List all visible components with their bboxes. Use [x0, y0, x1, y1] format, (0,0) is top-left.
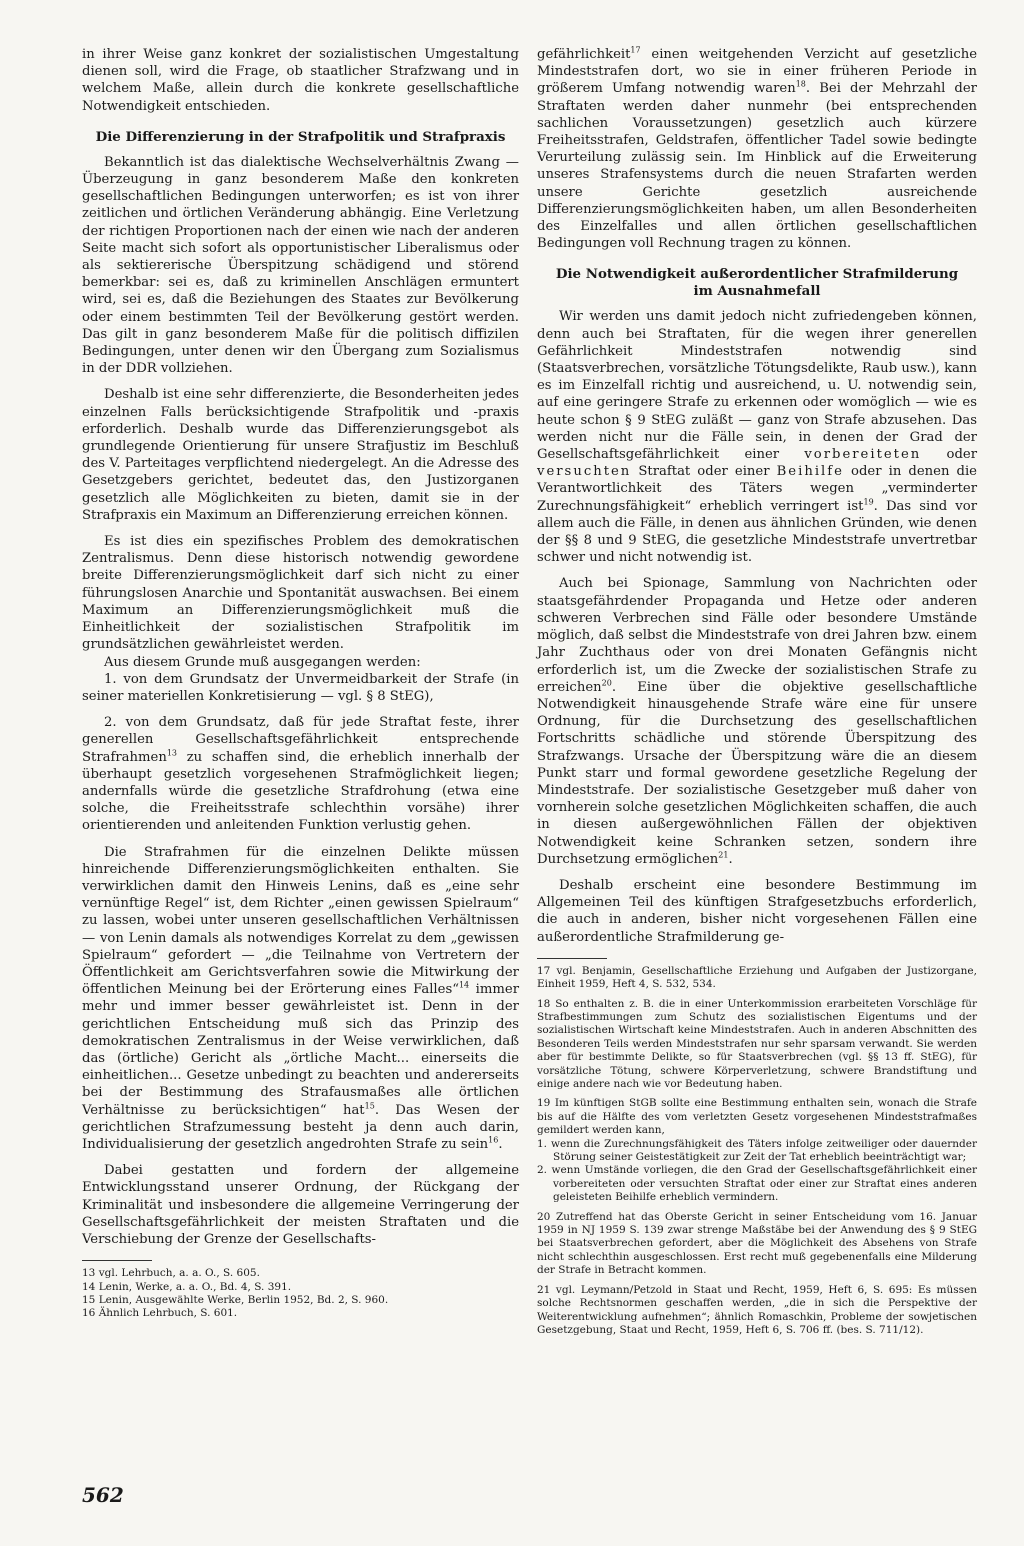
page-number: 562 — [82, 1483, 124, 1507]
paragraph: Die Strafrahmen für die einzelnen Delikte müssen hinreichende Differenzierungsmöglichkeiten enthalten. Sie verwirklichen damit den Hinweis Lenins, daß es „eine sehr vernünftige Regel“ ist, dem Richter „einen gewissen Spielraum“ zu lassen, wobei unter unseren gesellschaftlichen Verhältnissen — von Lenin damals als notwendiges Korrelat zu dem „gewissen Spielraum“ gefordert — „die Teilnahme von Vertretern der Öffentlichkeit am Gerichtsverfahren sowie die Mitwirkung der öffentlichen Meinung bei der Erörterung eines Falles“$^{14}$ immer mehr und immer besser gewährleistet ist. Denn in der gerichtlichen Entscheidung muß sich das Prinzip des demokratischen Zentralismus in der Weise verwirklichen, daß das (örtliche) Gericht als „örtliche Macht... einerseits die einheitlichen... Gesetze unbedingt zu beachten und andererseits bei der Bestimmung des Strafausmaßes alle örtlichen Verhältnisse zu berücksichtigen“ hat$^{15}$. Das Wesen der gerichtlichen Strafzumessung besteht ja denn auch darin, Individualisierung der gesetzlich angedrohten Strafe zu sein$^{16}$. — [82, 844, 519, 1152]
footnote-ref: 19 — [863, 497, 874, 507]
paragraph: Deshalb ist eine sehr differenzierte, die Besonderheiten jedes einzelnen Falls berücksichtigende Strafpolitik und -praxis erforderlich. Deshalb wurde das Differenzierungsgebot als grundlegende Orientierung für unsere Strafjustiz im Beschluß des V. Parteitages verpflichtend niedergelegt. An die Adresse des Gesetzgebers gerichtet, bedeutet das, den Justizorganen gesetzlich alle Möglichkeiten zu bieten, damit sie in der Strafpraxis ein Maximum an Differenzierung erreichen können. — [82, 387, 520, 523]
section-heading: Die Differenzierung in der Strafpolitik und Strafpraxis — [95, 128, 506, 145]
footnote-ref: 14 — [458, 980, 470, 990]
footnote: 13 vgl. Lehrbuch, a. a. O., S. 605. — [82, 1267, 260, 1280]
footnote-ref: 21 — [718, 850, 729, 860]
footnote-ref: 17 — [630, 45, 641, 55]
footnote-ref: 20 — [601, 678, 612, 688]
paragraph: Wir werden uns damit jedoch nicht zufriedengeben können, denn auch bei Straftaten, für die wegen ihrer generellen Gefährlichkeit Mindeststrafen notwendig sind (Staatsverbrechen, vorsätzliche Tötungsdelikte, Raub usw.), kann es im Einzelfall richtig und ausreichend, u. U. notwendig sein, auf eine geringere Strafe zu erkennen oder womöglich — wie es heute schon § 9 StEG zuläßt — ganz von Strafe abzusehen. Das werden nicht nur die Fälle sein, in denen der Grad der Gesellschaftsgefährlichkeit einer vorbereiteten oder versuchten Straftat oder einer Beihilfe oder in denen die Verantwortlichkeit des Täters wegen „verminderter Zurechnungsfähigkeit“ erheblich verringert ist$^{19}$. Das sind vor allem auch die Fälle, in denen aus ähnlichen Gründen, wie denen der §§ 8 und 9 StEG, die gesetzliche Mindeststrafe unvertretbar schwer und nicht notwendig ist. — [537, 309, 977, 566]
footnote: 15 Lenin, Ausgewählte Werke, Berlin 1952, Bd. 2, S. 960. — [82, 1294, 389, 1307]
footnote-list-item: 1. wenn die Zurechnungsfähigkeit des Täters infolge zeitweiliger oder dauernder Störung seiner Geistestätigkeit zur Zeit der Tat erheblich beeinträchtigt war; — [537, 1137, 977, 1164]
footnote: 16 Ähnlich Lehrbuch, S. 601. — [82, 1307, 238, 1320]
footnote: 18 So enthalten z. B. die in einer Unterkommission erarbeiteten Vorschläge für Strafbestimmungen zum Schutz des sozialistischen Eigentums und der sozialistischen Wirtschaft keine Mindeststrafen. Auch in anderen Abschnitten des Besonderen Teils werden Mindeststrafen nur sehr sparsam verwandt. Sie werden aber für bestimmte Delikte, so für Staatsverbrechen (vgl. §§ 13 ff. StEG), für vorsätzliche Tötung, schwere Körperverletzung, schwere Brandstiftung und einige andere nach wie vor Bedeutung haben. — [537, 997, 977, 1090]
footnote: 19 Im künftigen StGB sollte eine Bestimmung enthalten sein, wonach die Strafe bis auf die Hälfte des vom verletzten Gesetz vorgesehenen Mindeststrafmaßes gemildert werden kann, — [537, 1097, 977, 1137]
paragraph: Es ist dies ein spezifisches Problem des demokratischen Zentralismus. Denn diese historisch notwendig gewordene breite Differenzierungsmöglichkeit darf sich nicht zu einer führungslosen Anarchie und Spontanität auswachsen. Bei einem Maximum an Differenzierungsmöglichkeit muß die Einheitlichkeit der sozialistischen Strafpolitik im grundsätzlichen gewährleistet werden. — [82, 534, 519, 653]
footnotes-left — [82, 1267, 519, 1321]
footnote-divider — [82, 1260, 152, 1261]
paragraph: Aus diesem Grunde muß ausgegangen werden: — [104, 654, 421, 670]
footnote-list-item: 2. wenn Umstände vorliegen, die den Grad der Gesellschaftsgefährlichkeit einer vorbereiteten oder versuchten Straftat oder einer zur Straftat eines anderen geleisteten Beihilfe erheblich vermindern. — [537, 1164, 977, 1204]
paragraph: Deshalb erscheint eine besondere Bestimmung im Allgemeinen Teil des künftigen Strafgesetzbuchs erforderlich, die auch in anderen, bisher nicht vorgesehenen Fällen eine außerordentliche Strafmilderung ge- — [537, 877, 977, 945]
paragraph: gefährlichkeit$^{17}$ einen weitgehenden Verzicht auf gesetzliche Mindeststrafen dort, wo sie in einer früheren Periode in größerem Umfang notwendig waren$^{18}$. Bei der Mehrzahl der Straftaten werden daher nunmehr (bei entsprechenden sachlichen Voraussetzungen) gesetzlich auch kürzere Freiheitsstrafen, Geldstrafen, öffentlicher Tadel sowie bedingte Verurteilung zulässig sein. Im Hinblick auf die Erweiterung unseres Strafensystems durch die neuen Strafarten werden unsere Gerichte gesetzlich ausreichende Differenzierungsmöglichkeiten haben, um allen Besonderheiten des Einzelfalles und allen örtlichen gesellschaftlichen Bedingungen voll Rechnung tragen zu können. — [537, 45, 977, 252]
list-item: 2. von dem Grundsatz, daß für jede Straftat feste, ihrer generellen Gesellschaftsgefährlichkeit entsprechende Strafrahmen$^{13}$ zu schaffen sind, die erheblich innerhalb der überhaupt gesetzlich vorgesehenen Strafmöglichkeit liegen; andernfalls würde die gesetzliche Strafdrohung (etwa eine solche, die Freiheitsstrafe schlechthin vorsähe) ihrer orientierenden und anleitenden Funktion verlustig gehen. — [82, 715, 519, 834]
list-item: 1. von dem Grundsatz der Unvermeidbarkeit der Strafe (in seiner materiellen Konkretisierung — vgl. § 8 StEG), — [82, 671, 519, 704]
footnote-ref: 18 — [795, 80, 806, 90]
footnote-ref: 13 — [166, 748, 178, 758]
paragraph: Auch bei Spionage, Sammlung von Nachrichten oder staatsgefährdender Propaganda und Hetze oder anderen schweren Verbrechen sind Fälle oder besondere Umstände möglich, daß selbst die Mindeststrafe von drei Jahren bzw. einem Jahr Zuchthaus oder von drei Monaten Gefängnis nicht erforderlich ist, um die Zwecke der sozialistischen Strafe zu erreichen$^{20}$. Eine über die objektive gesellschaftliche Notwendigkeit hinausgehende Strafe wäre eine für unsere Ordnung, für die Durchsetzung des gesellschaftlichen Fortschritts schädliche und störende Überspitzung des Strafzwangs. Ursache der Überspitzung wäre die an diesem Punkt starr und formal gewordene gesetzliche Regelung der Mindeststrafe. Der sozialistische Gesetzgeber muß daher von vornherein solche gesetzlichen Möglichkeiten schaffen, die auch in diesen außergewöhnlichen Fällen der objektiven Notwendigkeit keine Schranken setzen, sondern ihre Durchsetzung ermöglichen$^{21}$. — [537, 576, 977, 867]
footnote-divider — [537, 958, 607, 959]
paragraph: in ihrer Weise ganz konkret der sozialistischen Umgestaltung dienen soll, wird die Frage, ob staatlicher Strafzwang und in welchem Maße, allein durch die konkrete gesellschaftliche Notwendigkeit entschieden. — [82, 47, 519, 114]
section-heading: Die Notwendigkeit außerordentlicher Strafmilderung im Ausnahmefall — [555, 266, 959, 300]
footnote: 20 Zutreffend hat das Oberste Gericht in seiner Entscheidung vom 16. Januar 1959 in NJ 1959 S. 139 zwar strenge Maßstäbe bei der Anwendung des § 9 StEG bei Staatsverbrechen gefordert, aber die Möglichkeit des Absehens von Strafe nicht schlechthin ausgeschlossen. Erst recht muß gegebenenfalls eine Milderung der Strafe in Betracht kommen. — [537, 1210, 977, 1277]
footnote: 14 Lenin, Werke, a. a. O., Bd. 4, S. 391. — [82, 1280, 292, 1293]
footnote: 17 vgl. Benjamin, Gesellschaftliche Erziehung und Aufgaben der Justizorgane, Einheit 1959, Heft 4, S. 532, 534. — [537, 964, 977, 991]
footnote: 21 vgl. Leymann/Petzold in Staat und Recht, 1959, Heft 6, S. 695: Es müssen solche Rechtsnormen geschaffen werden, „die in sich die Perspektive der Weiterentwicklung aufnehmen“; ähnlich Romaschkin, Probleme der sowjetischen Gesetzgebung, Staat und Recht, 1959, Heft 6, S. 706 ff. (bes. S. 711/12). — [537, 1283, 977, 1336]
left-column — [82, 46, 519, 1321]
footnote-ref: 16 — [488, 1135, 499, 1145]
footnotes-right — [537, 965, 977, 1338]
paragraph: Dabei gestatten und fordern der allgemeine Entwicklungsstand unserer Ordnung, der Rückgang der Kriminalität und insbesondere die allgemeine Verringerung der Gesellschaftsgefährlichkeit der meisten Straftaten und die Verschiebung der Grenze der Gesellschafts- — [82, 1163, 519, 1247]
footnote-ref: 15 — [364, 1101, 375, 1111]
right-column — [537, 46, 977, 1337]
footnote-list — [537, 1138, 977, 1205]
paragraph: Bekanntlich ist das dialektische Wechselverhältnis Zwang — Überzeugung in ganz besonderem Maße den konkreten gesellschaftlichen Bedingungen unterworfen; es ist von ihrer zeitlichen und örtlichen Veränderung abhängig. Eine Verletzung der richtigen Proportionen nach der einen wie nach der anderen Seite macht sich sofort als opportunistischer Liberalismus oder als sektiererische Überspitzung schädigend und störend bemerkbar: sei es, daß zu kriminellen Anschlägen ermuntert wird, sei es, daß die Beziehungen des Staates zur Bevölkerung oder einem bestimmten Teil der Bevölkerung gestört werden. Das gilt in ganz besonderem Maße für die politisch diffizilen Bedingungen, unter denen wir den Übergang zum Sozialismus in der DDR vollziehen. — [82, 154, 519, 377]
